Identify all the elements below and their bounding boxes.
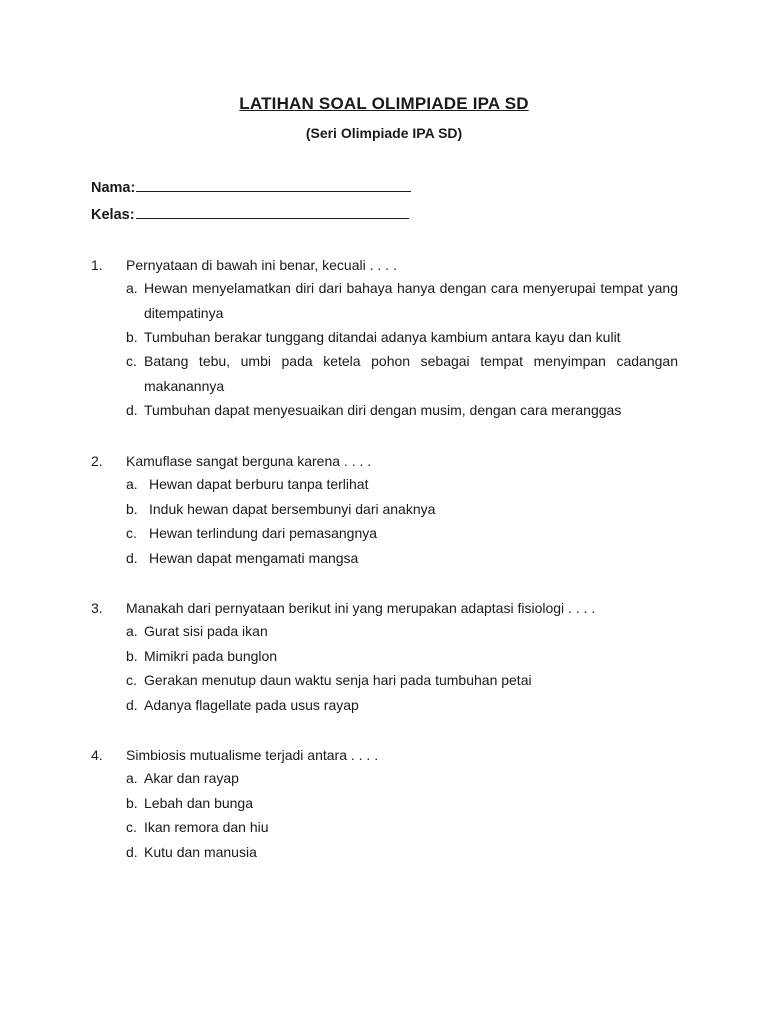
option-letter: a. <box>126 770 138 786</box>
option-text: Akar dan rayap <box>144 770 239 786</box>
option-letter: c. <box>126 819 137 835</box>
option-text: Adanya flagellate pada usus rayap <box>144 696 359 713</box>
option-text: Induk hewan dapat bersembunyi dari anaknya <box>149 500 436 517</box>
option-text: Mimikri pada bunglon <box>144 647 278 664</box>
option-letter: b. <box>126 329 138 345</box>
option-d <box>126 693 678 718</box>
question-text: Simbiosis mutualisme terjadi antara . . . . <box>126 747 379 763</box>
question-number: 4. <box>91 747 103 763</box>
question-text: Manakah dari pernyataan berikut ini yang merupakan adaptasi fisiologi . . . . <box>126 600 596 616</box>
option-letter: a. <box>126 280 138 296</box>
option-d <box>126 546 678 571</box>
option-text: Gerakan menutup daun waktu senja hari pada tumbuhan petai <box>144 672 532 688</box>
option-text: Kutu dan manusia <box>144 843 257 860</box>
option-b <box>126 497 678 522</box>
option-c <box>126 521 678 546</box>
question-number: 2. <box>91 453 103 469</box>
option-a <box>126 276 678 325</box>
option-c <box>126 668 678 693</box>
option-text: Hewan terlindung dari pemasangnya <box>149 525 378 541</box>
option-text: Batang tebu, umbi pada ketela pohon sebagai tempat menyimpan cadangan makanannya <box>144 353 678 394</box>
option-c <box>126 815 678 840</box>
option-a <box>126 619 678 644</box>
question-number: 3. <box>91 600 103 616</box>
option-text: Tumbuhan berakar tunggang ditandai adanya kambium antara kayu dan kulit <box>144 329 621 345</box>
option-c <box>126 349 678 398</box>
page-title: LATIHAN SOAL OLIMPIADE IPA SD <box>239 94 529 113</box>
question-text: Pernyataan di bawah ini benar, kecuali . . . . <box>126 257 397 273</box>
option-letter: c. <box>126 672 137 688</box>
name-field <box>91 177 411 196</box>
name-label: Nama: <box>91 180 136 196</box>
option-text: Hewan dapat mengamati mangsa <box>149 549 359 566</box>
option-letter: a. <box>126 623 138 639</box>
option-letter: d. <box>126 696 138 713</box>
question-number: 1. <box>91 257 103 273</box>
option-a <box>126 472 678 497</box>
option-letter: a. <box>126 476 138 492</box>
class-blank-line <box>136 204 409 219</box>
option-b <box>126 791 678 816</box>
page-subtitle: (Seri Olimpiade IPA SD) <box>305 125 463 141</box>
option-b <box>126 644 678 669</box>
option-text: Ikan remora dan hiu <box>144 819 269 835</box>
option-text: Hewan dapat berburu tanpa terlihat <box>149 476 369 492</box>
class-field <box>91 204 409 223</box>
option-letter: b. <box>126 647 138 664</box>
option-letter: d. <box>126 843 138 860</box>
option-text: Lebah dan bunga <box>144 794 253 811</box>
option-text: Tumbuhan dapat menyesuaikan diri dengan musim, dengan cara meranggas <box>144 402 622 418</box>
option-b <box>126 325 678 350</box>
option-letter: b. <box>126 500 138 517</box>
name-blank-line <box>136 177 411 192</box>
option-letter: c. <box>126 525 137 541</box>
option-letter: c. <box>126 353 137 369</box>
option-d <box>126 840 678 865</box>
option-text: Hewan menyelamatkan diri dari bahaya hanya dengan cara menyerupai tempat yang ditempatinya <box>144 280 678 321</box>
option-letter: d. <box>126 402 138 418</box>
option-d <box>126 398 678 423</box>
option-letter: d. <box>126 549 138 566</box>
question-text: Kamuflase sangat berguna karena . . . . <box>126 453 372 469</box>
option-text: Gurat sisi pada ikan <box>144 623 268 639</box>
option-a <box>126 766 678 791</box>
option-letter: b. <box>126 794 138 811</box>
class-label: Kelas: <box>91 207 135 223</box>
